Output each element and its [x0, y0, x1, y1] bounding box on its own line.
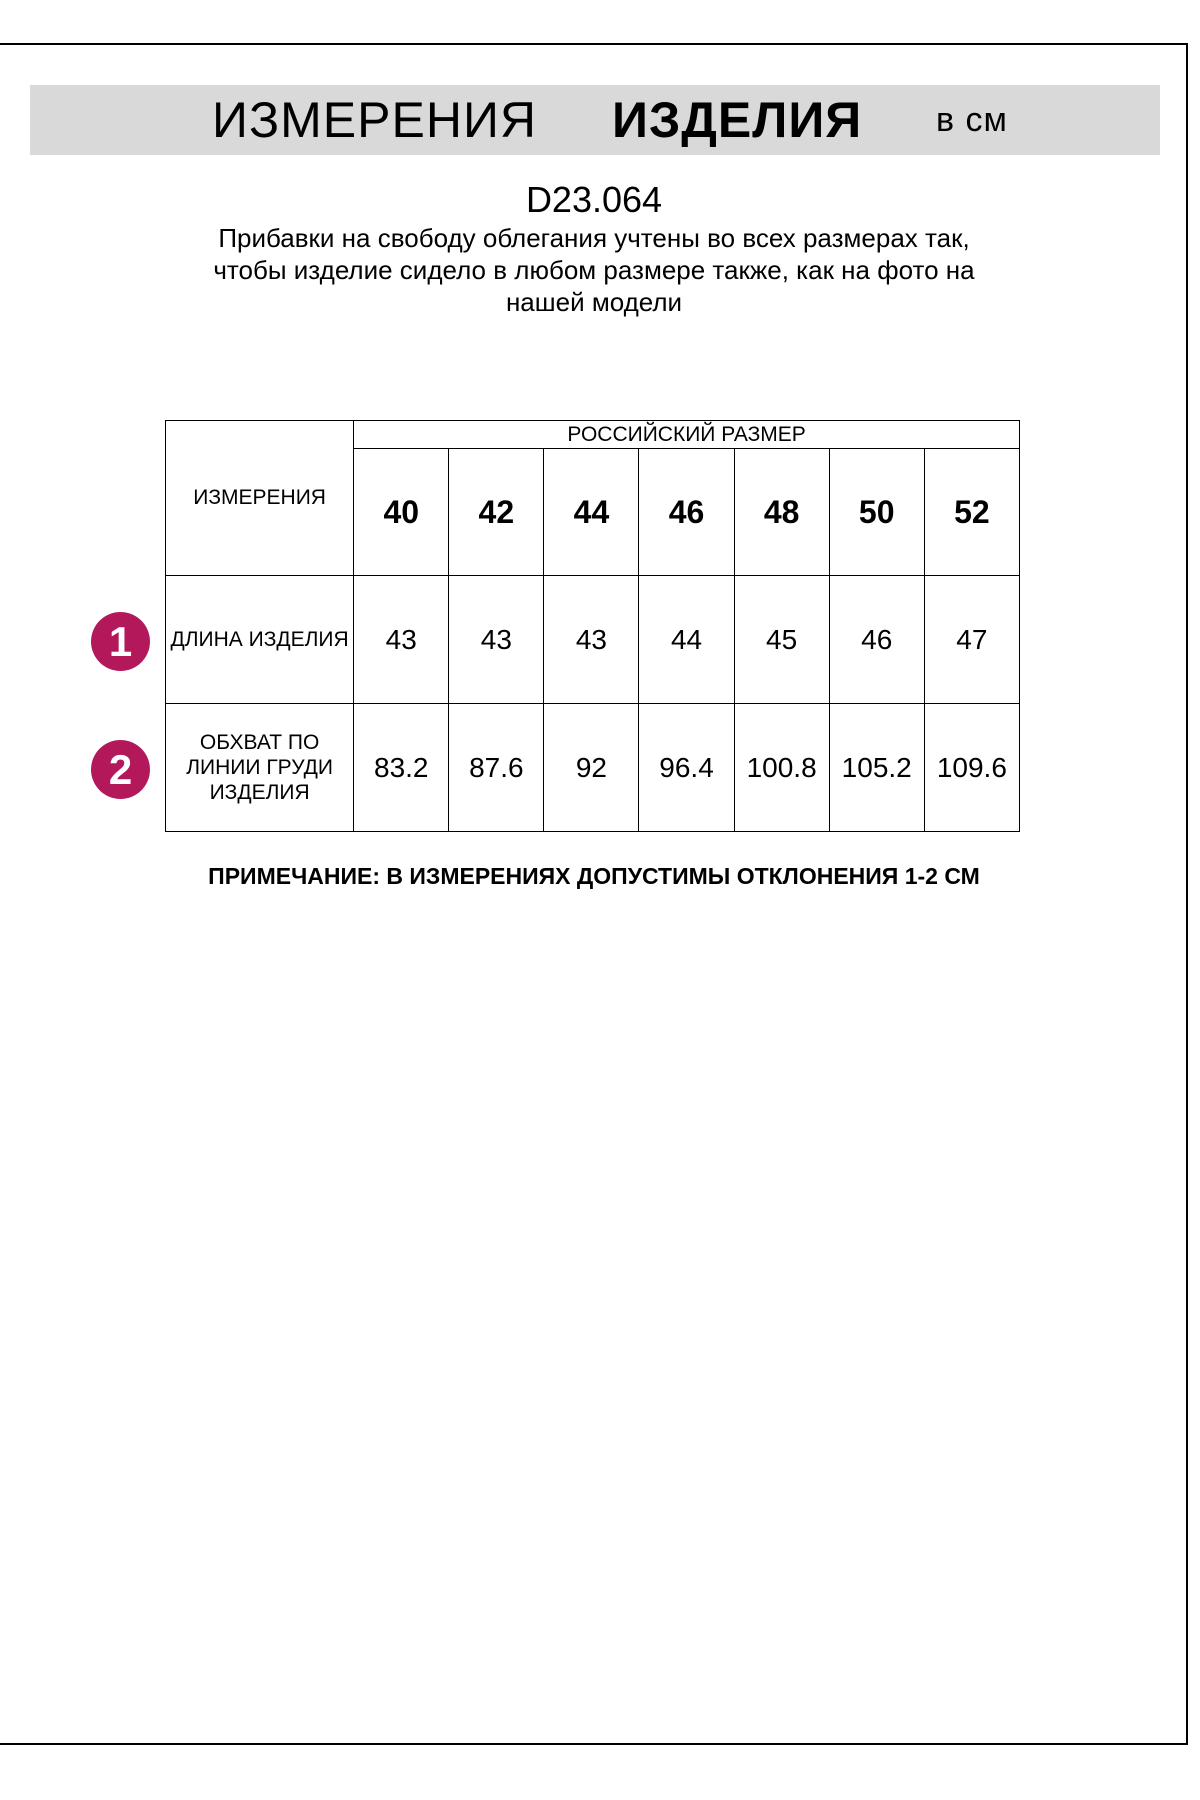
table-cell: 105.2 — [829, 704, 924, 832]
table-cell: 100.8 — [734, 704, 829, 832]
table-row — [166, 576, 1020, 704]
size-header: 52 — [924, 449, 1019, 576]
size-header: 48 — [734, 449, 829, 576]
number-badge: 2 — [91, 740, 150, 799]
description — [0, 222, 1188, 318]
row-label-line: ОБХВАТ ПО — [199, 731, 320, 754]
row-label-line: ИЗДЕЛИЯ — [209, 781, 310, 804]
number-badge: 1 — [91, 612, 150, 671]
article-code: D23.064 — [525, 179, 663, 220]
measurements-header: ИЗМЕРЕНИЯ — [166, 421, 354, 576]
table-cell: 44 — [639, 576, 734, 704]
table-cell: 46 — [829, 576, 924, 704]
row-label-length — [166, 576, 354, 704]
size-header: 50 — [829, 449, 924, 576]
row-label-line: ДЛИНА ИЗДЕЛИЯ — [170, 628, 349, 651]
table-cell: 43 — [354, 576, 449, 704]
table-cell: 83.2 — [354, 704, 449, 832]
description-line: Прибавки на свободу облегания учтены во всех размерах так, — [218, 223, 970, 253]
description-line: чтобы изделие сидело в любом размере также, как на фото на — [213, 255, 975, 285]
table-row — [166, 704, 1020, 832]
size-table — [165, 420, 1020, 832]
title-unit: в см — [936, 101, 1008, 139]
table-cell: 47 — [924, 576, 1019, 704]
row-label-line: ЛИНИИ ГРУДИ — [186, 756, 333, 779]
note: ПРИМЕЧАНИЕ: В ИЗМЕРЕНИЯХ ДОПУСТИМЫ ОТКЛОНЕНИЯ 1-2 СМ — [208, 863, 980, 889]
table-cell: 109.6 — [924, 704, 1019, 832]
row-label-chest — [166, 704, 354, 832]
title-measurements: ИЗМЕРЕНИЯ — [212, 92, 537, 148]
table-header-row — [166, 421, 1020, 449]
table-cell: 43 — [544, 576, 639, 704]
table-cell: 92 — [544, 704, 639, 832]
size-header: 44 — [544, 449, 639, 576]
size-header: 46 — [639, 449, 734, 576]
title-product: ИЗДЕЛИЯ — [612, 92, 863, 148]
russian-size-header: РОССИЙСКИЙ РАЗМЕР — [354, 421, 1020, 449]
size-header: 40 — [354, 449, 449, 576]
title-bar — [30, 85, 1160, 155]
description-line: нашей модели — [505, 287, 683, 317]
table-cell: 96.4 — [639, 704, 734, 832]
table-cell: 87.6 — [449, 704, 544, 832]
table-cell: 45 — [734, 576, 829, 704]
size-header: 42 — [449, 449, 544, 576]
table-cell: 43 — [449, 576, 544, 704]
